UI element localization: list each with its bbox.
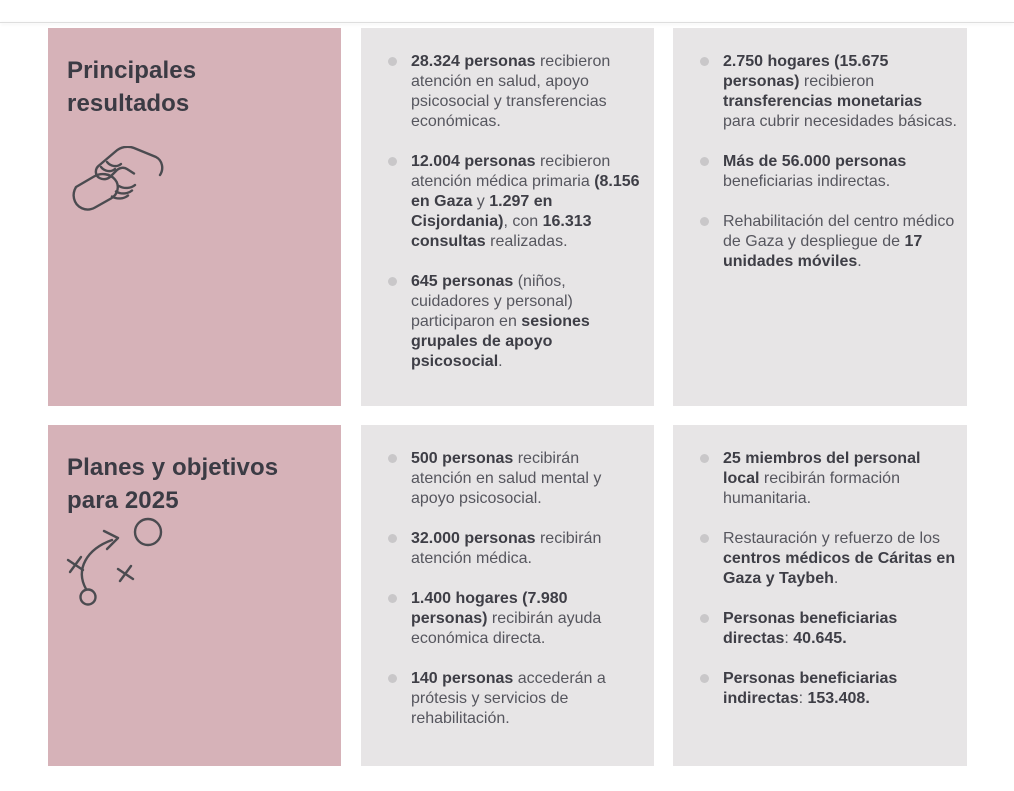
bullet-dot-icon bbox=[388, 57, 397, 66]
page-top-divider bbox=[0, 22, 1014, 23]
bullet-text: 500 personas recibirán atención en salud mental y apoyo psicosocial. bbox=[411, 450, 602, 507]
bullet-text: 140 personas accederán a prótesis y servicios de rehabilitación. bbox=[411, 670, 606, 727]
bullet-text: 32.000 personas recibirán atención médica. bbox=[411, 530, 602, 567]
bullet-dot-icon bbox=[388, 277, 397, 286]
bullet-item bbox=[700, 529, 957, 589]
bullet-text: Personas beneficiarias directas: 40.645. bbox=[723, 610, 898, 647]
bullet-list bbox=[673, 425, 967, 709]
bullet-item bbox=[388, 589, 644, 649]
bullet-dot-icon bbox=[700, 454, 709, 463]
section-title-panel bbox=[48, 28, 341, 406]
bullet-item bbox=[700, 212, 957, 272]
bullet-dot-icon bbox=[700, 57, 709, 66]
strategy-icon bbox=[62, 511, 166, 607]
bullet-item bbox=[388, 529, 644, 569]
bullet-item bbox=[388, 449, 644, 509]
bullet-text: 28.324 personas recibieron atención en salud, apoyo psicosocial y transferencias económicas. bbox=[411, 53, 611, 130]
bullet-dot-icon bbox=[700, 157, 709, 166]
plans-column-1 bbox=[361, 425, 654, 766]
plans-column-2 bbox=[673, 425, 967, 766]
bullet-text: 645 personas (niños, cuidadores y personal) participaron en sesiones grupales de apoyo psicosocial. bbox=[411, 273, 590, 370]
results-column-2 bbox=[673, 28, 967, 406]
bullet-dot-icon bbox=[388, 674, 397, 683]
bullet-item bbox=[700, 609, 957, 649]
bullet-text: 2.750 hogares (15.675 personas) recibieron transferencias monetarias para cubrir necesidades básicas. bbox=[723, 53, 957, 130]
bullet-dot-icon bbox=[700, 534, 709, 543]
bullet-dot-icon bbox=[700, 217, 709, 226]
bullet-item bbox=[388, 272, 644, 372]
bullet-item bbox=[700, 152, 957, 192]
bullet-dot-icon bbox=[700, 614, 709, 623]
bullet-dot-icon bbox=[388, 157, 397, 166]
results-column-1 bbox=[361, 28, 654, 406]
bullet-item bbox=[700, 52, 957, 132]
bullet-text: Más de 56.000 personas beneficiarias indirectas. bbox=[723, 153, 907, 190]
bullet-text: 1.400 hogares (7.980 personas) recibirán ayuda económica directa. bbox=[411, 590, 602, 647]
hands-helping-icon bbox=[68, 146, 168, 214]
bullet-dot-icon bbox=[388, 594, 397, 603]
section-title: Principales resultados bbox=[67, 57, 197, 117]
section-title: Planes y objetivos para 2025 bbox=[67, 454, 279, 514]
bullet-item bbox=[388, 52, 644, 132]
bullet-list bbox=[361, 28, 654, 372]
bullet-item bbox=[700, 449, 957, 509]
bullet-text: Rehabilitación del centro médico de Gaza y despliegue de 17 unidades móviles. bbox=[723, 213, 955, 270]
bullet-item bbox=[388, 669, 644, 729]
bullet-text: 12.004 personas recibieron atención médica primaria (8.156 en Gaza y 1.297 en Cisjordania), con 16.313 consultas realizadas. bbox=[411, 153, 640, 250]
bullet-text: 25 miembros del personal local recibirán formación humanitaria. bbox=[723, 450, 921, 507]
bullet-list bbox=[673, 28, 967, 272]
bullet-dot-icon bbox=[388, 534, 397, 543]
section-title-panel bbox=[48, 425, 341, 766]
bullet-list bbox=[361, 425, 654, 729]
bullet-dot-icon bbox=[700, 674, 709, 683]
bullet-item bbox=[700, 669, 957, 709]
bullet-text: Restauración y refuerzo de los centros médicos de Cáritas en Gaza y Taybeh. bbox=[723, 530, 956, 587]
bullet-dot-icon bbox=[388, 454, 397, 463]
bullet-item bbox=[388, 152, 644, 252]
bullet-text: Personas beneficiarias indirectas: 153.408. bbox=[723, 670, 898, 707]
